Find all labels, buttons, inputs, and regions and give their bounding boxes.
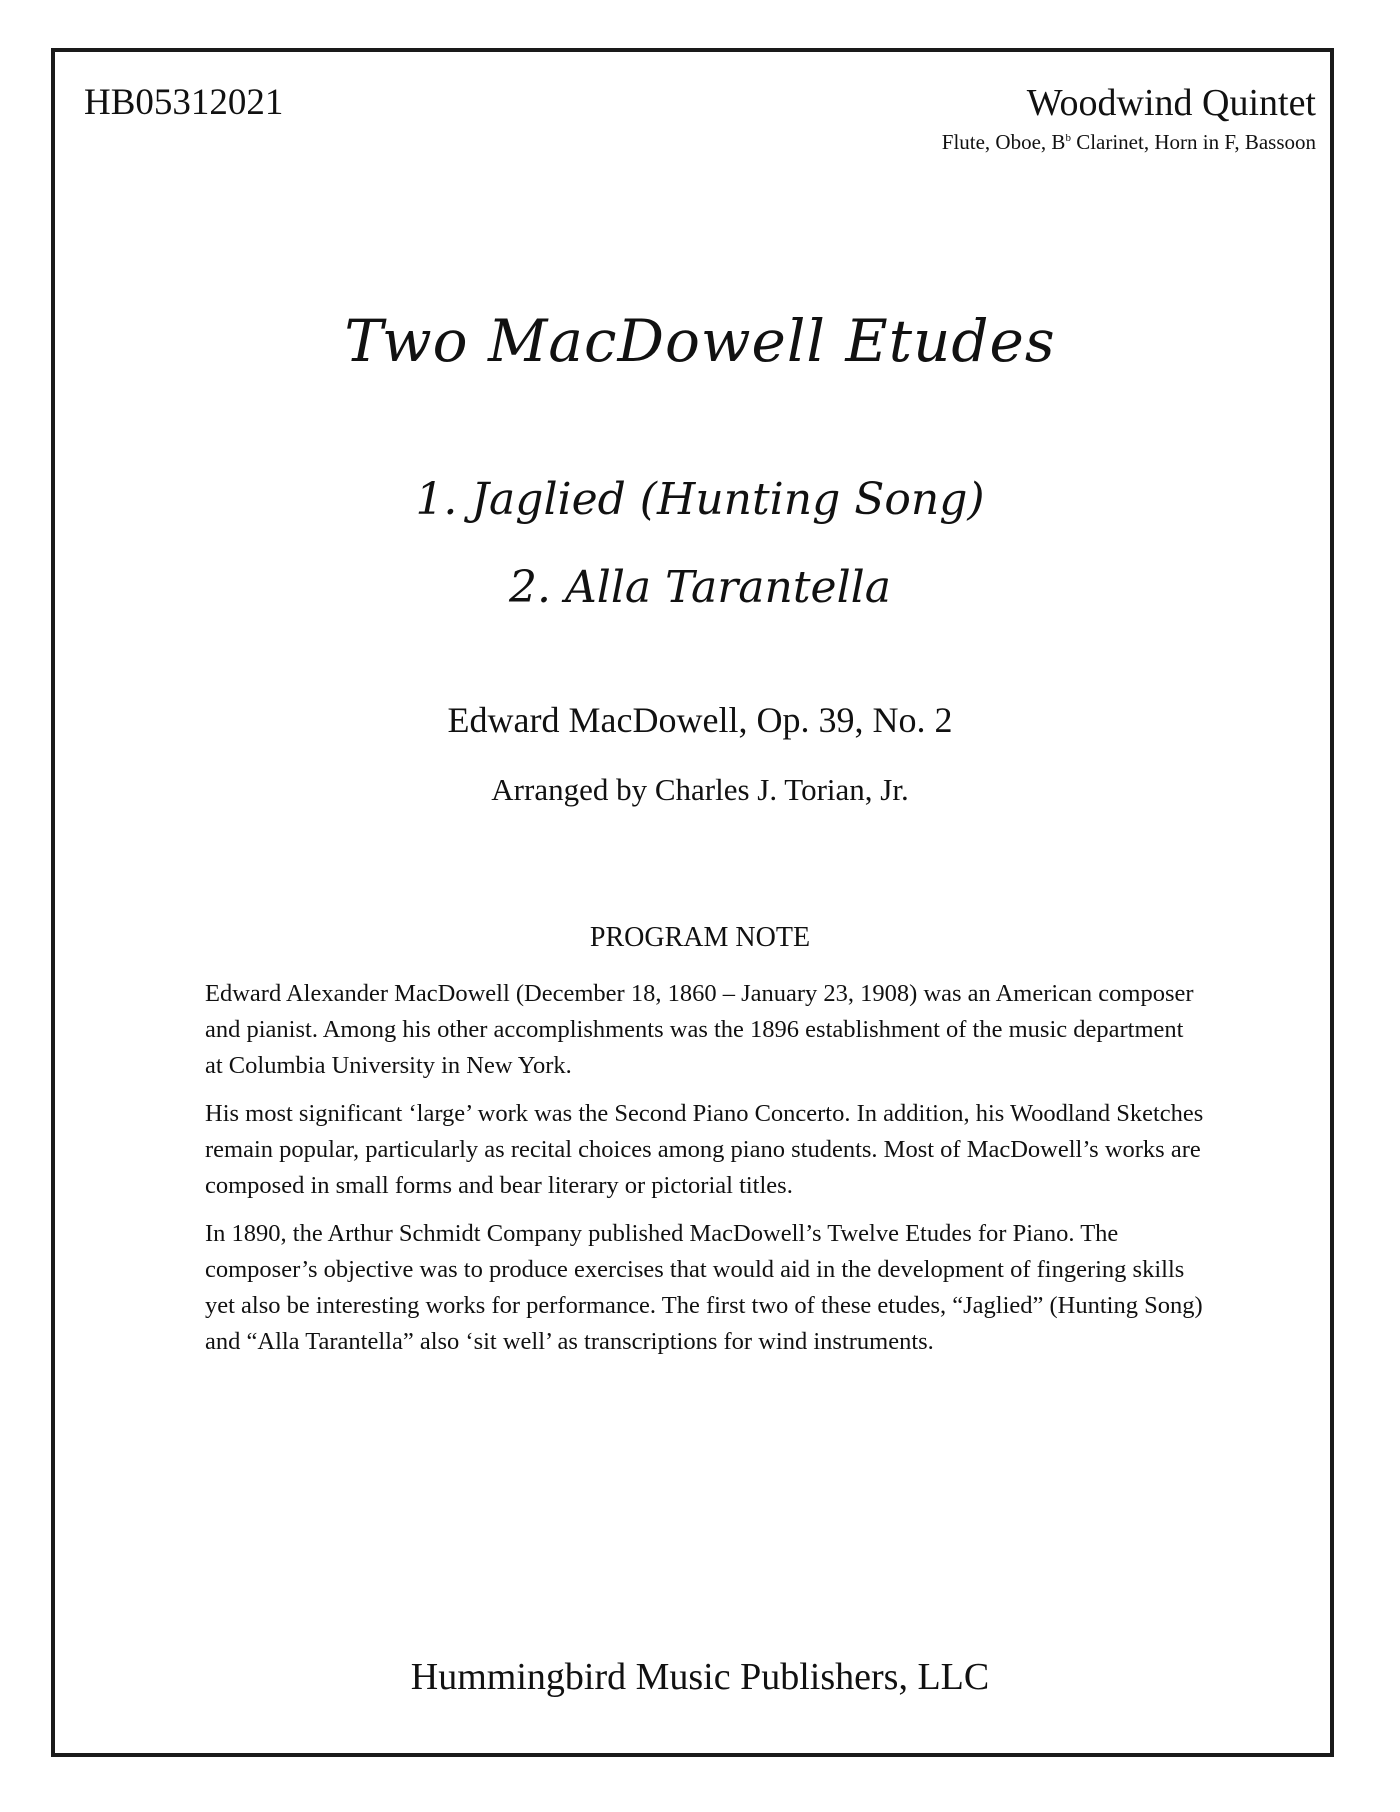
- movement-2-title: 2. Alla Tarantella: [509, 562, 891, 613]
- flat-sign: b: [1065, 132, 1071, 144]
- program-note-heading: PROGRAM NOTE: [589, 922, 811, 953]
- program-note-paragraph-2: His most significant ‘large’ work was the Second Piano Concerto. In addition, his Woodland Sketches remain popular, particularly as recital choices among piano students. Most of MacDowell’s works are composed in small forms and bear literary or pictorial titles.: [205, 1100, 1204, 1199]
- instrumentation-part-1: Flute, Oboe, B: [941, 130, 1066, 154]
- program-note-paragraph-1: Edward Alexander MacDowell (December 18, 1860 – January 23, 1908) was an American composer and pianist. Among his other accomplishments was the 1896 establishment of the music department at Columbia University in New York.: [205, 980, 1194, 1079]
- composer-credit: Edward MacDowell, Op. 39, No. 2: [447, 700, 953, 740]
- instrumentation-list: [942, 132, 1316, 153]
- main-title: Two MacDowell Etudes: [344, 307, 1056, 375]
- catalog-number: HB05312021: [84, 82, 284, 123]
- publisher-name: Hummingbird Music Publishers, LLC: [410, 1656, 990, 1698]
- ensemble-title: Woodwind Quintet: [1026, 82, 1316, 124]
- ensemble-block: [942, 84, 1316, 153]
- arranger-credit: Arranged by Charles J. Torian, Jr.: [491, 772, 909, 807]
- instrumentation-part-2: Clarinet, Horn in F, Bassoon: [1070, 130, 1316, 154]
- movement-1-title: 1. Jaglied (Hunting Song): [415, 474, 985, 525]
- program-note-body: [205, 976, 1205, 1372]
- program-note-paragraph-3: In 1890, the Arthur Schmidt Company published MacDowell’s Twelve Etudes for Piano. The composer’s objective was to produce exercises that would aid in the development of fingering skills yet also be interesting works for performance. The first two of these etudes, “Jaglied” (Hunting Song) and “Alla Tarantella” also ‘sit well’ as transcriptions for wind instruments.: [205, 1220, 1203, 1355]
- page-border: [51, 48, 1334, 1757]
